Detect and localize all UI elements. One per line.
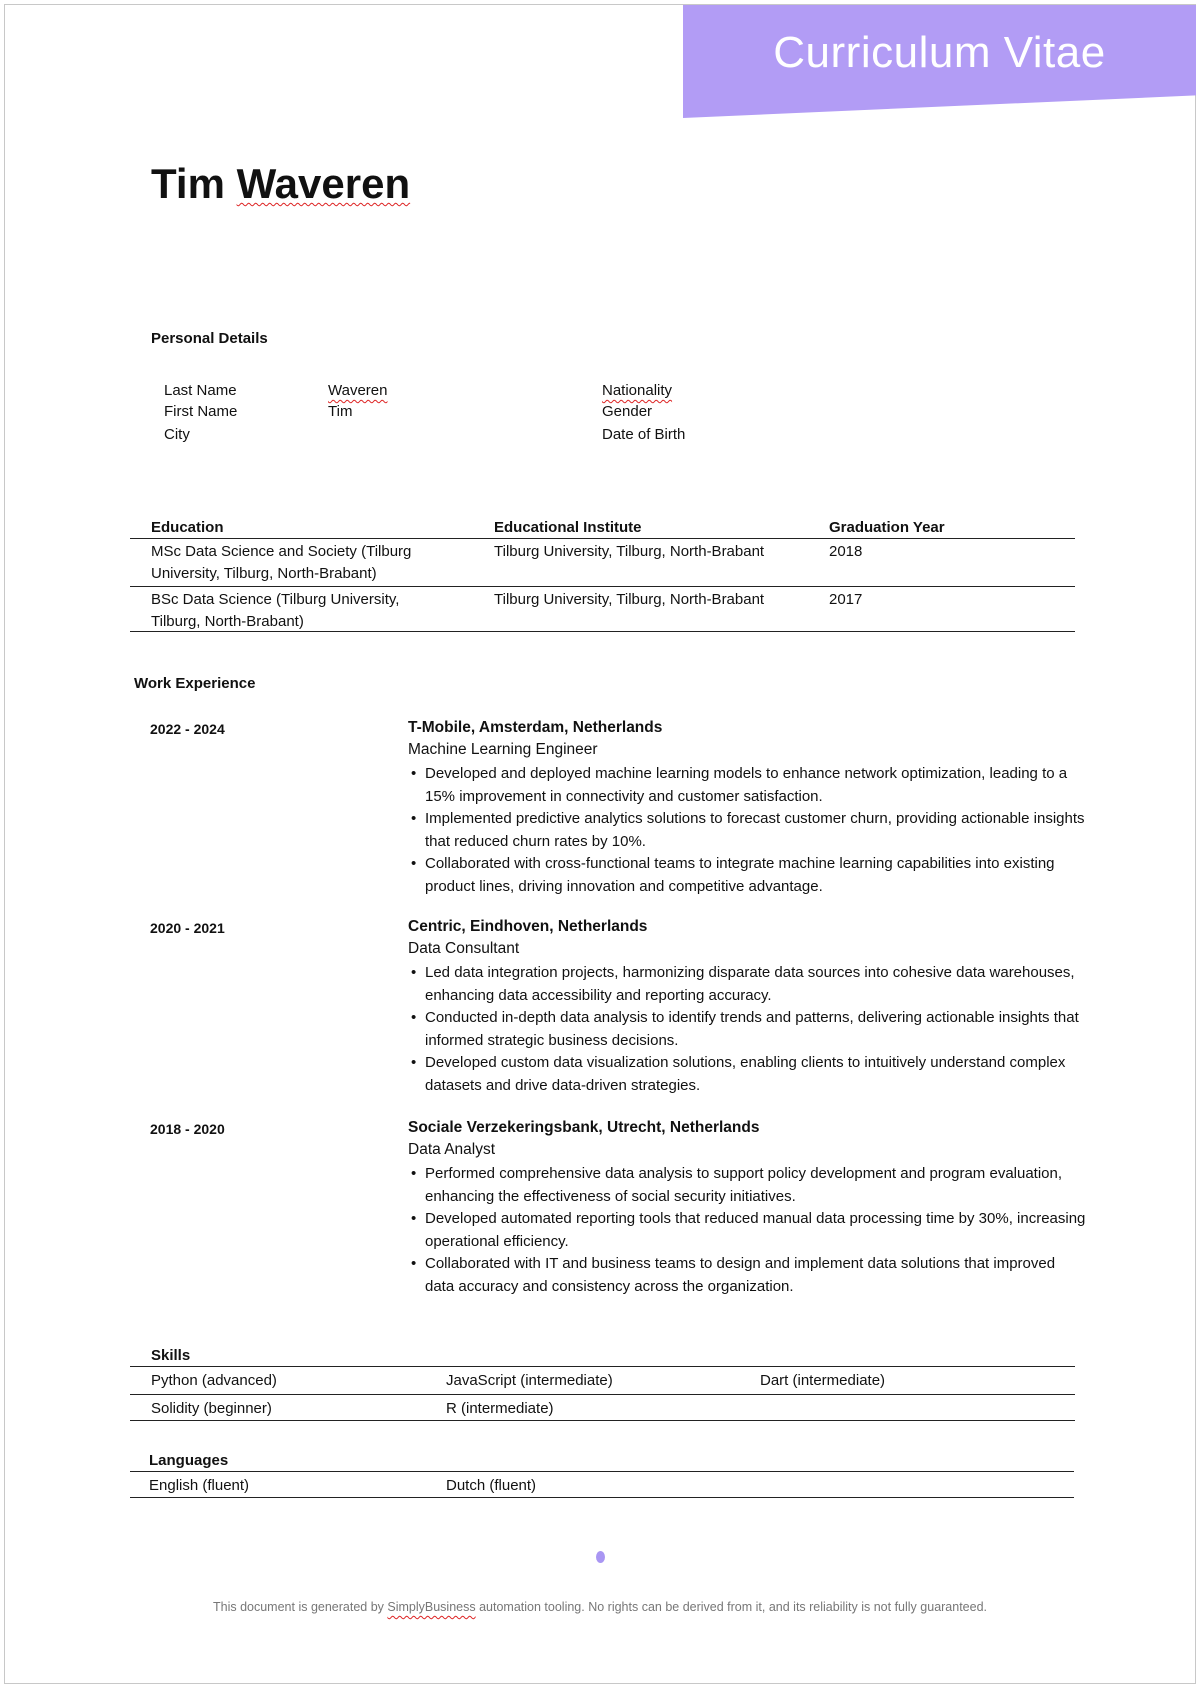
first-name: Tim (151, 160, 225, 207)
skill-item: R (intermediate) (446, 1400, 554, 1417)
education-year: 2018 (829, 543, 863, 560)
language-item: Dutch (fluent) (446, 1477, 537, 1494)
languages-heading: Languages (149, 1452, 229, 1469)
job-bullet (408, 808, 1088, 853)
table-rule (130, 1394, 1075, 1395)
table-rule (130, 1471, 1074, 1472)
job-company: Sociale Verzekeringsbank, Utrecht, Netherlands (408, 1119, 760, 1136)
table-rule (130, 586, 1075, 587)
job-bullet (408, 1052, 1088, 1097)
label-nationality: Nationality (602, 382, 673, 399)
bullet-text: Implemented predictive analytics solutions to forecast customer churn, providing actionable insights that reduced churn rates by 10%. (425, 810, 1085, 850)
bullet-text: Developed custom data visualization solutions, enabling clients to intuitively understand complex datasets and drive data-driven strategies. (425, 1054, 1066, 1094)
label-first-name: First Name (164, 403, 238, 420)
bullet-icon: • (411, 1009, 417, 1026)
language-item: English (fluent) (149, 1477, 250, 1494)
bullet-icon: • (411, 1210, 417, 1227)
skill-item: Python (advanced) (151, 1372, 277, 1389)
bullet-icon: • (411, 1054, 417, 1071)
last-name: Waveren (236, 160, 411, 207)
job-bullet (408, 1253, 1088, 1298)
institute-header: Educational Institute (494, 519, 642, 536)
table-rule (130, 1497, 1074, 1498)
job-bullet (408, 853, 1088, 898)
label-gender: Gender (602, 403, 653, 420)
personal-details-heading: Personal Details (151, 330, 268, 347)
education-header: Education (151, 519, 224, 536)
education-institute: Tilburg University, Tilburg, North-Brabant (494, 543, 765, 560)
table-rule (130, 1366, 1075, 1367)
job-role: Machine Learning Engineer (408, 741, 598, 758)
job-bullet (408, 1007, 1088, 1052)
bullet-text: Developed and deployed machine learning models to enhance network optimization, leading to a 15% improvement in connectivity and customer satisfaction. (425, 765, 1068, 805)
label-city: City (164, 426, 190, 443)
banner-title: Curriculum Vitae (773, 28, 1106, 77)
job-period: 2020 - 2021 (150, 920, 225, 936)
bullet-text: Collaborated with IT and business teams to design and implement data solutions that improved data accuracy and consistency across the organization. (425, 1255, 1056, 1295)
label-date-of-birth: Date of Birth (602, 426, 686, 443)
table-rule (130, 538, 1075, 539)
bullet-icon: • (411, 964, 417, 981)
table-rule (130, 631, 1075, 632)
value-last-name: Waveren (328, 382, 388, 399)
education-year: 2017 (829, 591, 863, 608)
education-degree: BSc Data Science (Tilburg University, Tilburg, North-Brabant) (151, 591, 400, 630)
bullet-text: Developed automated reporting tools that reduced manual data processing time by 30%, increasing operational efficiency. (425, 1210, 1086, 1250)
job-role: Data Analyst (408, 1141, 496, 1158)
skill-item: Solidity (beginner) (151, 1400, 272, 1417)
bullet-icon: • (411, 1165, 417, 1182)
bullet-text: Led data integration projects, harmonizing disparate data sources into cohesive data warehouses, enhancing data accessibility and reporting accuracy. (425, 964, 1075, 1004)
job-role: Data Consultant (408, 940, 520, 957)
job-bullet (408, 1163, 1088, 1208)
job-bullets (408, 763, 1088, 898)
job-bullet (408, 962, 1088, 1007)
bullet-icon: • (411, 810, 417, 827)
job-bullet (408, 1208, 1088, 1253)
footer-brand: SimplyBusiness (387, 1600, 476, 1614)
work-experience-heading: Work Experience (134, 675, 256, 692)
job-period: 2018 - 2020 (150, 1121, 225, 1137)
education-institute: Tilburg University, Tilburg, North-Brabant (494, 591, 765, 608)
job-period: 2022 - 2024 (150, 721, 225, 737)
separator-dot (596, 1551, 605, 1563)
label-last-name: Last Name (164, 382, 237, 399)
candidate-name (151, 160, 410, 208)
education-degree: MSc Data Science and Society (Tilburg University, Tilburg, North-Brabant) (151, 543, 412, 582)
job-bullets (408, 1163, 1088, 1298)
footer-text: automation tooling. No rights can be derived from it, and its reliability is not fully guaranteed. (475, 1600, 988, 1614)
bullet-icon: • (411, 1255, 417, 1272)
skills-heading: Skills (151, 1347, 191, 1364)
job-company: Centric, Eindhoven, Netherlands (408, 918, 648, 935)
skill-item: Dart (intermediate) (760, 1372, 886, 1389)
bullet-text: Conducted in-depth data analysis to identify trends and patterns, delivering actionable insights that informed strategic business decisions. (425, 1009, 1079, 1049)
footer-disclaimer (0, 1600, 1200, 1614)
graduation-year-header: Graduation Year (829, 519, 945, 536)
bullet-icon: • (411, 765, 417, 782)
job-bullet (408, 763, 1088, 808)
bullet-text: Collaborated with cross-functional teams to integrate machine learning capabilities into existing product lines, driving innovation and competitive advantage. (425, 855, 1055, 895)
table-rule (130, 1420, 1075, 1421)
value-first-name: Tim (328, 403, 353, 420)
bullet-text: Performed comprehensive data analysis to support policy development and program evaluation, enhancing the effectiveness of social security initiatives. (425, 1165, 1063, 1205)
skill-item: JavaScript (intermediate) (446, 1372, 613, 1389)
job-bullets (408, 962, 1088, 1097)
bullet-icon: • (411, 855, 417, 872)
footer-text: This document is generated by (212, 1600, 388, 1614)
job-company: T-Mobile, Amsterdam, Netherlands (408, 719, 663, 736)
